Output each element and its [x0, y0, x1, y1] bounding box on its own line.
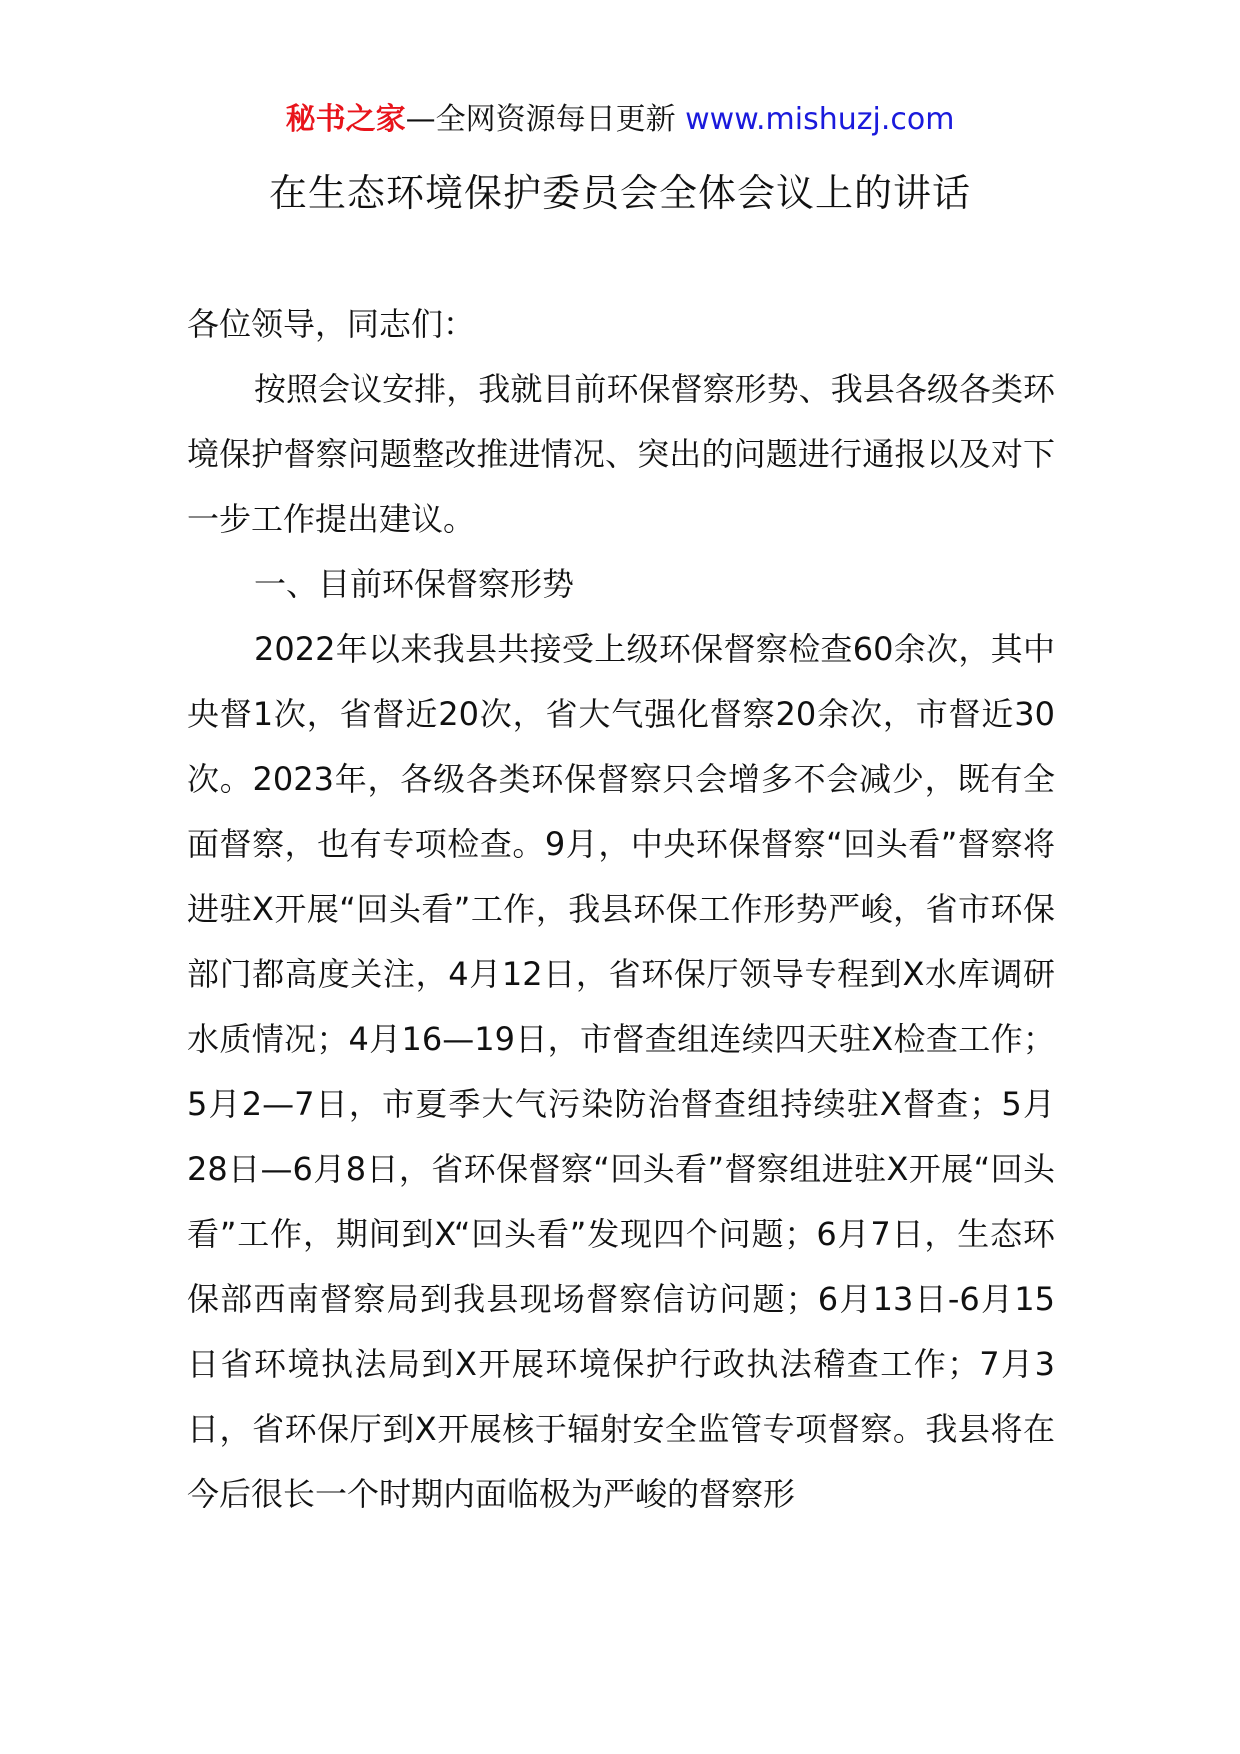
paragraph: 2022年以来我县共接受上级环保督察检查60余次，其中央督1次，省督近20次，省大气强化督察20余次，市督近30次。2023年，各级各类环保督察只会增多不会减少，既有全面督察，也有专项检查。9月，中央环保督察“回头看”督察将进驻X开展“回头看”工作，我县环保工作形势严峻，省市环保部门都高度关注，4月12日，省环保厅领导专程到X水库调研水质情况；4月16—19日，市督查组连续四天驻X检查工作；5月2—7日，市夏季大气污染防治督查组持续驻X督查；5月28日—6月8日，省环保督察“回头看”督察组进驻X开展“回头看”工作，期间到X“回头看”发现四个问题；6月7日，生态环保部西南督察局到我县现场督察信访问题；6月13日-6月15日省环境执法局到X开展环境保护行政执法稽查工作；7月3日，省环保厅到X开展核于辐射安全监管专项督察。我县将在今后很长一个时期内面临极为严峻的督察形: [187, 630, 1055, 1513]
document-body: [187, 292, 1055, 1527]
paragraph: 按照会议安排，我就目前环保督察形势、我县各级各类环境保护督察问题整改推进情况、突出的问题进行通报以及对下一步工作提出建议。: [187, 370, 1055, 538]
site-url: www.mishuzj.com: [685, 102, 955, 137]
salutation: 各位领导，同志们：: [187, 305, 476, 343]
section-heading: 一、目前环保督察形势: [254, 565, 575, 603]
document-title: 在生态环境保护委员会全体会议上的讲话: [268, 171, 971, 215]
brand-name: 秘书之家: [285, 102, 406, 137]
site-header: [0, 100, 1240, 140]
header-tagline: —全网资源每日更新: [405, 102, 676, 137]
